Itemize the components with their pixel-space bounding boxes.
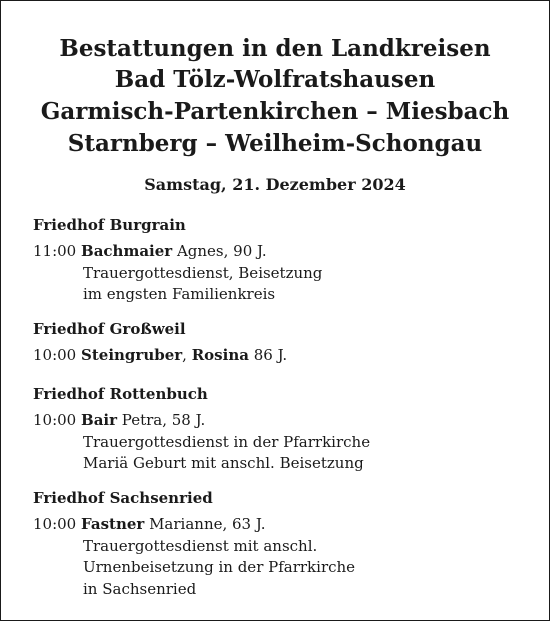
cemetery-heading: Friedhof Großweil [33,320,186,338]
burial-entry [33,513,265,535]
deceased-details: 86 J. [248,346,288,364]
service-detail: Mariä Geburt mit anschl. Beisetzung [83,454,364,472]
cemetery-heading: Friedhof Rottenbuch [33,385,208,403]
title-line-1: Bestattungen in den Landkreisen [59,35,491,62]
service-detail: Urnenbeisetzung in der Pfarrkirche [83,558,356,576]
deceased-details: Petra, 58 J. [117,411,206,429]
title-line-2: Bad Tölz-Wolfratshausen [114,66,436,93]
burial-time: 11:00 [33,242,77,260]
title-line-3: Garmisch-Partenkirchen – Miesbach [40,98,510,125]
service-detail: Trauergottesdienst in der Pfarrkirche [83,433,371,451]
deceased-surname: Fastner [81,515,145,533]
deceased-details: Agnes, 90 J. [172,242,267,260]
service-detail: im engsten Familienkreis [83,285,276,303]
title-line-4: Starnberg – Weilheim-Schongau [67,130,483,157]
burial-entry [33,344,287,366]
service-detail: in Sachsenried [83,580,197,598]
deceased-surname: Steingruber [81,346,183,364]
name-separator: , [182,346,192,364]
burial-time: 10:00 [33,515,77,533]
burial-entry [33,409,205,431]
date-heading: Samstag, 21. Dezember 2024 [144,175,406,194]
deceased-surname: Bachmaier [81,242,173,260]
service-detail: Trauergottesdienst mit anschl. [83,537,318,555]
cemetery-heading: Friedhof Sachsenried [33,489,213,507]
deceased-firstname: Rosina [191,346,249,364]
burial-time: 10:00 [33,411,77,429]
deceased-details: Marianne, 63 J. [144,515,266,533]
burial-entry [33,240,267,262]
burial-time: 10:00 [33,346,77,364]
cemetery-heading: Friedhof Burgrain [33,216,186,234]
deceased-surname: Bair [81,411,118,429]
service-detail: Trauergottesdienst, Beisetzung [83,264,323,282]
